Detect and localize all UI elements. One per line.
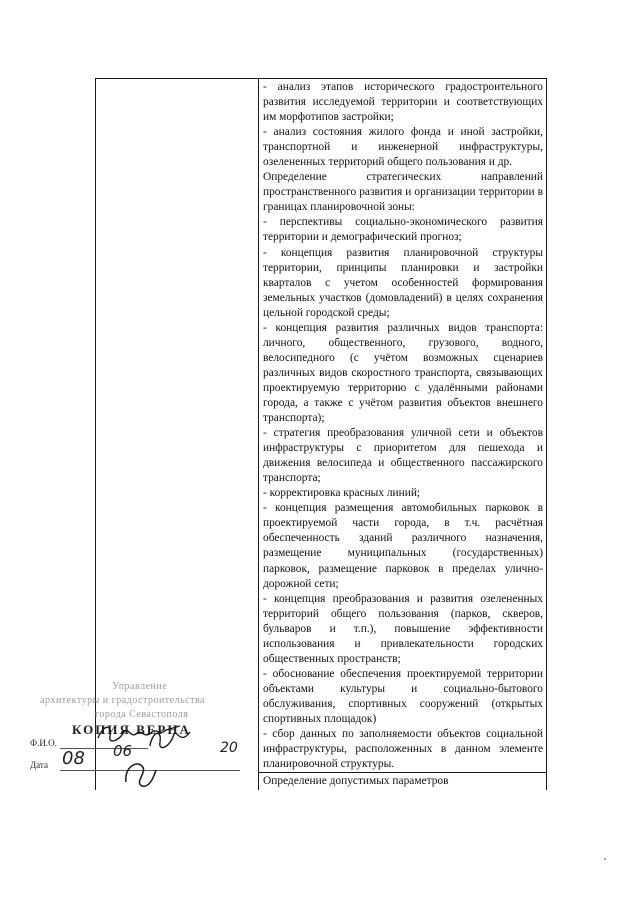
paragraph: Определение допустимых параметров: [263, 775, 449, 788]
paragraph: - концепция размещения автомобильных парковок в проектируемой части города, в т.ч. расчётная обеспеченность зданий различного назначения, размещение муниципальных (государственных) парковок, размещение парковок в пределах улично-дорожной сети;: [263, 502, 543, 590]
fio-label: Ф.И.О.: [30, 738, 57, 748]
paragraph: - стратегия преобразования уличной сети и объектов инфраструктуры с приоритетом для пешехода и движения велосипеда и общественного пассажирского транспорта;: [263, 427, 543, 485]
paragraph: - корректировка красных линий;: [263, 487, 421, 500]
paragraph: - сбор данных по заполняемости объектов социальной инфраструктуры, расположенных в данном элементе планировочной структуры.: [263, 728, 543, 771]
stamp-line-3: города Севастополя: [95, 709, 189, 720]
table-border-top: [95, 78, 547, 79]
paragraph: - обоснование обеспечения проектируемой территории объектами культуры и социально-бытового обслуживания, спортивных сооружений (открытых спортивных площадок): [263, 667, 543, 725]
handwritten-month: 06: [113, 742, 133, 760]
paragraph: Определение стратегических направлений пространственного развития и организации территории в границах планировочной зоны:: [263, 171, 543, 214]
paragraph: - концепция развития планировочной структуры территории, принципы планировки и застройки кварталов с учетом особенностей формирования земельных участков (домовладений) в целях сохранения цельной городской среды;: [263, 246, 543, 319]
copy-certified-stamp: КОПИЯ ВЕРНА: [72, 722, 191, 737]
table-column-divider: [258, 78, 259, 790]
table-border-left: [95, 78, 96, 790]
paragraph: - перспективы социально-экономического развития территории и демографический прогноз;: [263, 216, 543, 244]
table-border-right: [546, 78, 547, 790]
stamp-line-1: Управление: [112, 681, 168, 692]
requirements-text: [263, 80, 543, 789]
stamp-line-2: архитектуры и градостроительства: [40, 695, 205, 706]
date-label: Дата: [30, 760, 48, 770]
paragraph: - анализ состояния жилого фонда и иной застройки, транспортной и инженерной инфраструктуры, озелененных территорий общего пользования и др.: [263, 126, 543, 169]
handwritten-day: 08: [62, 748, 85, 769]
paragraph: - анализ этапов исторического градостроительного развития исследуемой территории и соответствующих им морфотипов застройки;: [263, 81, 543, 124]
handwritten-year: 20: [220, 740, 238, 756]
scan-speck: [604, 858, 606, 860]
signature-mark: [146, 722, 196, 756]
signature-mark: [120, 752, 160, 792]
paragraph: - концепция преобразования и развития озелененных территорий общего пользования (парков, скверов, бульваров и т.п.), повышение эффективности использования и привлекательности городских общественных пространств;: [263, 592, 543, 665]
paragraph: - концепция развития различных видов транспорта: личного, общественного, грузового, водного, велосипедного (с учётом возможных сценариев различных видов скоростного транспорта, связывающих проектируемую территорию с удалёнными районами города, а также с учётом развития объектов внешнего транспорта);: [263, 321, 543, 425]
